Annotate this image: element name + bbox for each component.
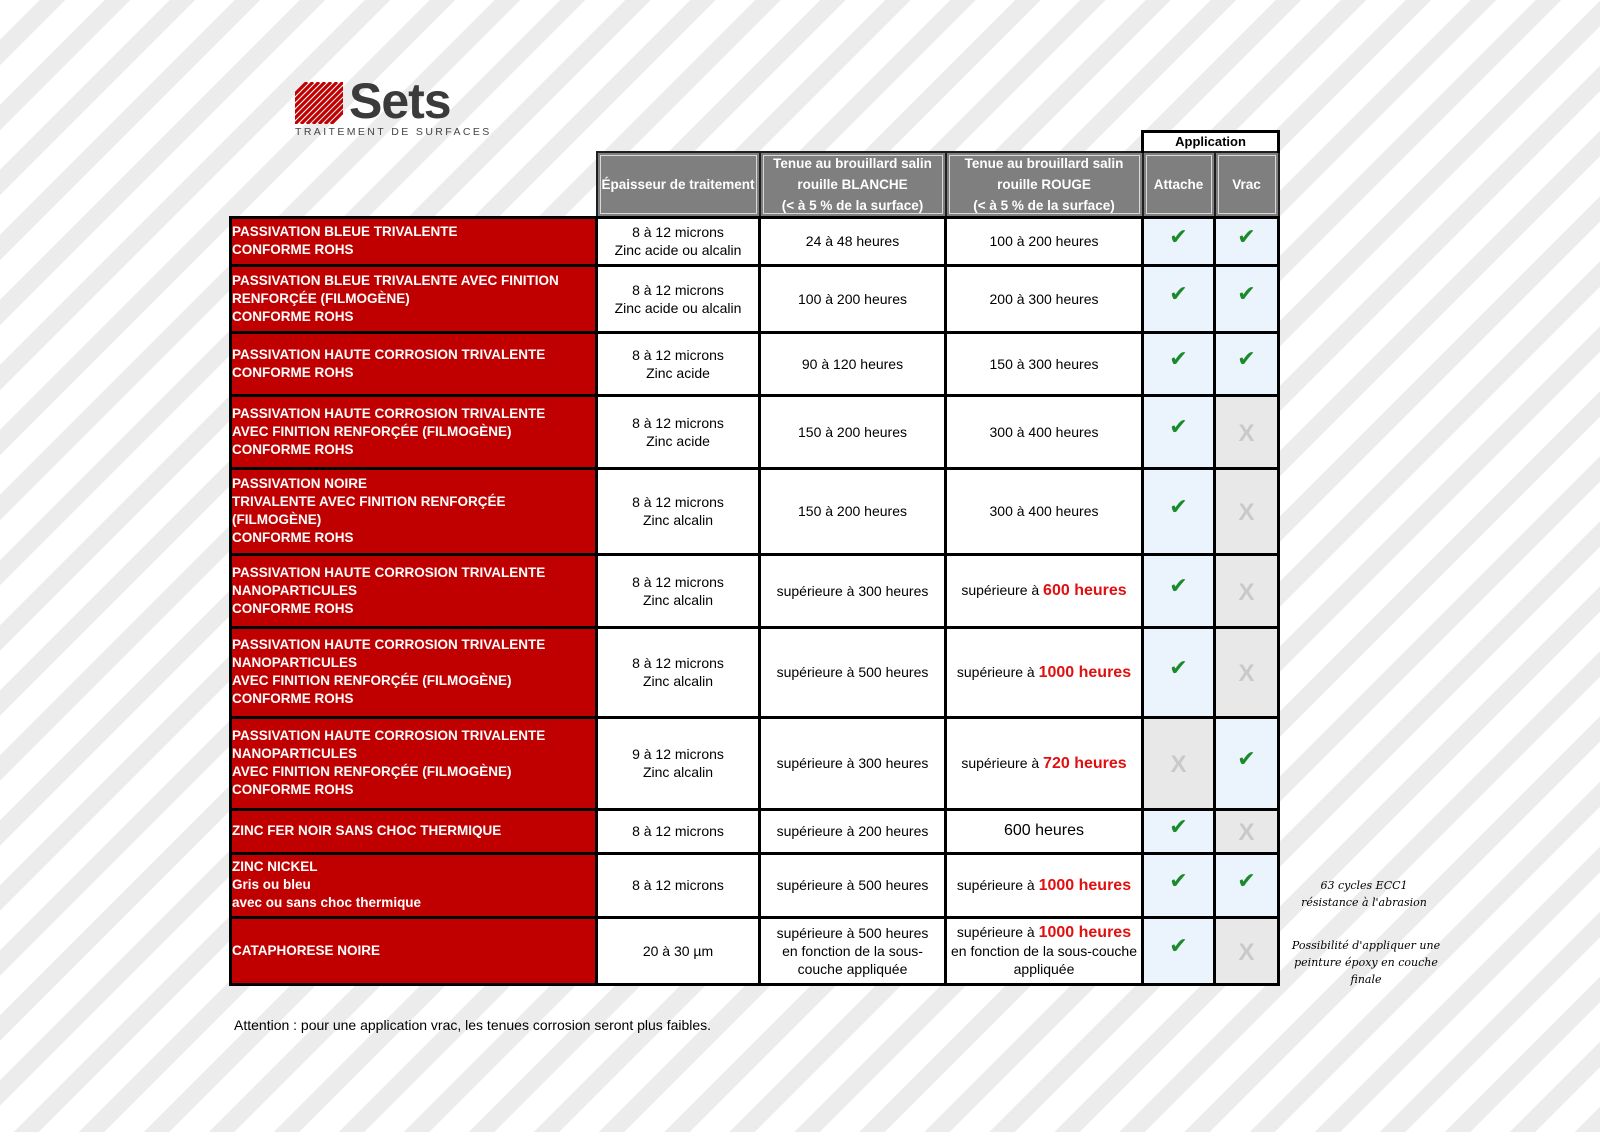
treatment-name: PASSIVATION HAUTE CORROSION TRIVALENTE AVEC FINITION RENFORÇÉE (FILMOGÈNE) CONFORME ROHS xyxy=(231,395,597,468)
note-cataphorese: Possibilité d'appliquer une peinture époxy en couche finale xyxy=(1291,939,1441,986)
thickness-cell: 8 à 12 microns Zinc acide ou alcalin xyxy=(597,265,760,332)
treatment-name: ZINC NICKEL Gris ou bleu avec ou sans choc thermique xyxy=(231,853,597,917)
vrac-cell xyxy=(1215,627,1279,717)
check-icon: ✔ xyxy=(1237,868,1256,894)
table-row xyxy=(231,717,1279,809)
application-group-header: Application xyxy=(1143,132,1279,152)
header-attache: Attache xyxy=(1143,152,1215,218)
header-vrac: Vrac xyxy=(1215,152,1279,218)
thickness-cell: 8 à 12 microns xyxy=(597,809,760,853)
table-row xyxy=(231,554,1279,627)
cross-icon: X xyxy=(1170,751,1187,778)
check-icon: ✔ xyxy=(1169,655,1188,681)
vrac-cell xyxy=(1215,217,1279,265)
red-rust-cell: supérieure à 1000 heures en fonction de la sous-couche appliquée xyxy=(946,917,1143,984)
treatment-name: PASSIVATION HAUTE CORROSION TRIVALENTE NANOPARTICULES AVEC FINITION RENFORÇÉE (FILMOGÈNE) CONFORME ROHS xyxy=(231,717,597,809)
table-row xyxy=(231,853,1279,917)
logo-wordmark: Sets xyxy=(349,73,451,129)
attache-cell xyxy=(1143,917,1215,984)
treatment-name: PASSIVATION BLEUE TRIVALENTE CONFORME ROHS xyxy=(231,217,597,265)
red-rust-cell: 100 à 200 heures xyxy=(946,217,1143,265)
thickness-cell: 8 à 12 microns xyxy=(597,853,760,917)
vrac-cell xyxy=(1215,395,1279,468)
attache-cell xyxy=(1143,717,1215,809)
table-row xyxy=(231,809,1279,853)
footer-note: Attention : pour une application vrac, les tenues corrosion seront plus faibles. xyxy=(234,1017,712,1033)
treatment-name: PASSIVATION HAUTE CORROSION TRIVALENTE NANOPARTICULES AVEC FINITION RENFORÇÉE (FILMOGÈNE) CONFORME ROHS xyxy=(231,627,597,717)
table-row xyxy=(231,627,1279,717)
white-rust-cell: supérieure à 200 heures xyxy=(760,809,946,853)
attache-cell xyxy=(1143,468,1215,554)
treatment-name: PASSIVATION BLEUE TRIVALENTE AVEC FINITION RENFORÇÉE (FILMOGÈNE) CONFORME ROHS xyxy=(231,265,597,332)
white-rust-cell: supérieure à 500 heures xyxy=(760,627,946,717)
cross-icon: X xyxy=(1238,578,1255,606)
white-rust-cell: 100 à 200 heures xyxy=(760,265,946,332)
header-thickness: Épaisseur de traitement xyxy=(597,152,760,218)
attache-cell xyxy=(1143,265,1215,332)
thickness-cell: 9 à 12 microns Zinc alcalin xyxy=(597,717,760,809)
highlight-value: 1000 heures xyxy=(1038,876,1132,894)
attache-cell xyxy=(1143,853,1215,917)
table-row xyxy=(231,332,1279,395)
check-icon: ✔ xyxy=(1169,574,1188,599)
highlight-value: 720 heures xyxy=(1043,754,1127,772)
cross-icon: X xyxy=(1238,419,1255,447)
check-icon: ✔ xyxy=(1237,224,1256,250)
treatment-table xyxy=(229,130,1280,986)
logo-tagline: TRAITEMENT DE SURFACES xyxy=(295,126,492,138)
sets-logo-stripes-icon xyxy=(295,82,343,124)
header-red-rust: Tenue au brouillard salin rouille ROUGE (< à 5 % de la surface) xyxy=(946,152,1143,218)
check-icon: ✔ xyxy=(1169,934,1188,959)
white-rust-cell: supérieure à 300 heures xyxy=(760,554,946,627)
treatment-name: PASSIVATION HAUTE CORROSION TRIVALENTE CONFORME ROHS xyxy=(231,332,597,395)
vrac-cell xyxy=(1215,332,1279,395)
red-rust-cell: supérieure à 1000 heures xyxy=(946,853,1143,917)
red-rust-cell: supérieure à 720 heures xyxy=(946,717,1143,809)
attache-cell xyxy=(1143,554,1215,627)
check-icon: ✔ xyxy=(1169,415,1188,440)
vrac-cell xyxy=(1215,717,1279,809)
vrac-cell xyxy=(1215,554,1279,627)
attache-cell xyxy=(1143,627,1215,717)
attache-cell xyxy=(1143,217,1215,265)
table-row xyxy=(231,265,1279,332)
vrac-cell xyxy=(1215,809,1279,853)
vrac-cell xyxy=(1215,853,1279,917)
check-icon: ✔ xyxy=(1169,494,1188,520)
highlight-value: 1000 heures xyxy=(1038,924,1132,941)
cross-icon: X xyxy=(1238,660,1255,687)
red-rust-cell: 300 à 400 heures xyxy=(946,468,1143,554)
table-row xyxy=(231,917,1279,984)
attache-cell xyxy=(1143,332,1215,395)
treatment-name: PASSIVATION NOIRE TRIVALENTE AVEC FINITION RENFORÇÉE (FILMOGÈNE) CONFORME ROHS xyxy=(231,468,597,554)
cross-icon: X xyxy=(1238,499,1255,526)
red-rust-cell: 200 à 300 heures xyxy=(946,265,1143,332)
white-rust-cell: 90 à 120 heures xyxy=(760,332,946,395)
white-rust-cell: 24 à 48 heures xyxy=(760,217,946,265)
thickness-cell: 20 à 30 µm xyxy=(597,917,760,984)
thickness-cell: 8 à 12 microns Zinc acide ou alcalin xyxy=(597,217,760,265)
treatment-name: ZINC FER NOIR SANS CHOC THERMIQUE xyxy=(231,809,597,853)
attache-cell xyxy=(1143,809,1215,853)
table-row xyxy=(231,468,1279,554)
vrac-cell xyxy=(1215,917,1279,984)
thickness-cell: 8 à 12 microns Zinc acide xyxy=(597,332,760,395)
red-rust-cell: 600 heures xyxy=(946,809,1143,853)
highlight-value: 600 heures xyxy=(1043,582,1127,599)
table-row xyxy=(231,217,1279,265)
white-rust-cell: supérieure à 500 heures xyxy=(760,853,946,917)
thickness-cell: 8 à 12 microns Zinc acide xyxy=(597,395,760,468)
table-row xyxy=(231,395,1279,468)
vrac-cell xyxy=(1215,265,1279,332)
highlight-value: 1000 heures xyxy=(1038,663,1132,681)
check-icon: ✔ xyxy=(1169,282,1188,307)
check-icon: ✔ xyxy=(1237,347,1256,372)
red-rust-cell: 300 à 400 heures xyxy=(946,395,1143,468)
header-white-rust: Tenue au brouillard salin rouille BLANCHE (< à 5 % de la surface) xyxy=(760,152,946,218)
thickness-cell: 8 à 12 microns Zinc alcalin xyxy=(597,468,760,554)
white-rust-cell: 150 à 200 heures xyxy=(760,395,946,468)
cross-icon: X xyxy=(1238,819,1255,846)
check-icon: ✔ xyxy=(1237,282,1256,307)
vrac-cell xyxy=(1215,468,1279,554)
note-zinc-nickel: 63 cycles ECC1 résistance à l'abrasion xyxy=(1301,879,1427,909)
check-icon: ✔ xyxy=(1169,224,1188,250)
white-rust-cell: 150 à 200 heures xyxy=(760,468,946,554)
thickness-cell: 8 à 12 microns Zinc alcalin xyxy=(597,627,760,717)
red-rust-cell: supérieure à 1000 heures xyxy=(946,627,1143,717)
check-icon: ✔ xyxy=(1169,347,1188,372)
red-rust-cell: supérieure à 600 heures xyxy=(946,554,1143,627)
red-rust-cell: 150 à 300 heures xyxy=(946,332,1143,395)
check-icon: ✔ xyxy=(1169,868,1188,894)
cross-icon: X xyxy=(1238,938,1255,966)
thickness-cell: 8 à 12 microns Zinc alcalin xyxy=(597,554,760,627)
attache-cell xyxy=(1143,395,1215,468)
treatment-name: CATAPHORESE NOIRE xyxy=(231,917,597,984)
treatment-name: PASSIVATION HAUTE CORROSION TRIVALENTE NANOPARTICULES CONFORME ROHS xyxy=(231,554,597,627)
check-icon: ✔ xyxy=(1237,746,1256,772)
check-icon: ✔ xyxy=(1169,814,1188,840)
white-rust-cell: supérieure à 500 heures en fonction de la sous- couche appliquée xyxy=(760,917,946,984)
white-rust-cell: supérieure à 300 heures xyxy=(760,717,946,809)
